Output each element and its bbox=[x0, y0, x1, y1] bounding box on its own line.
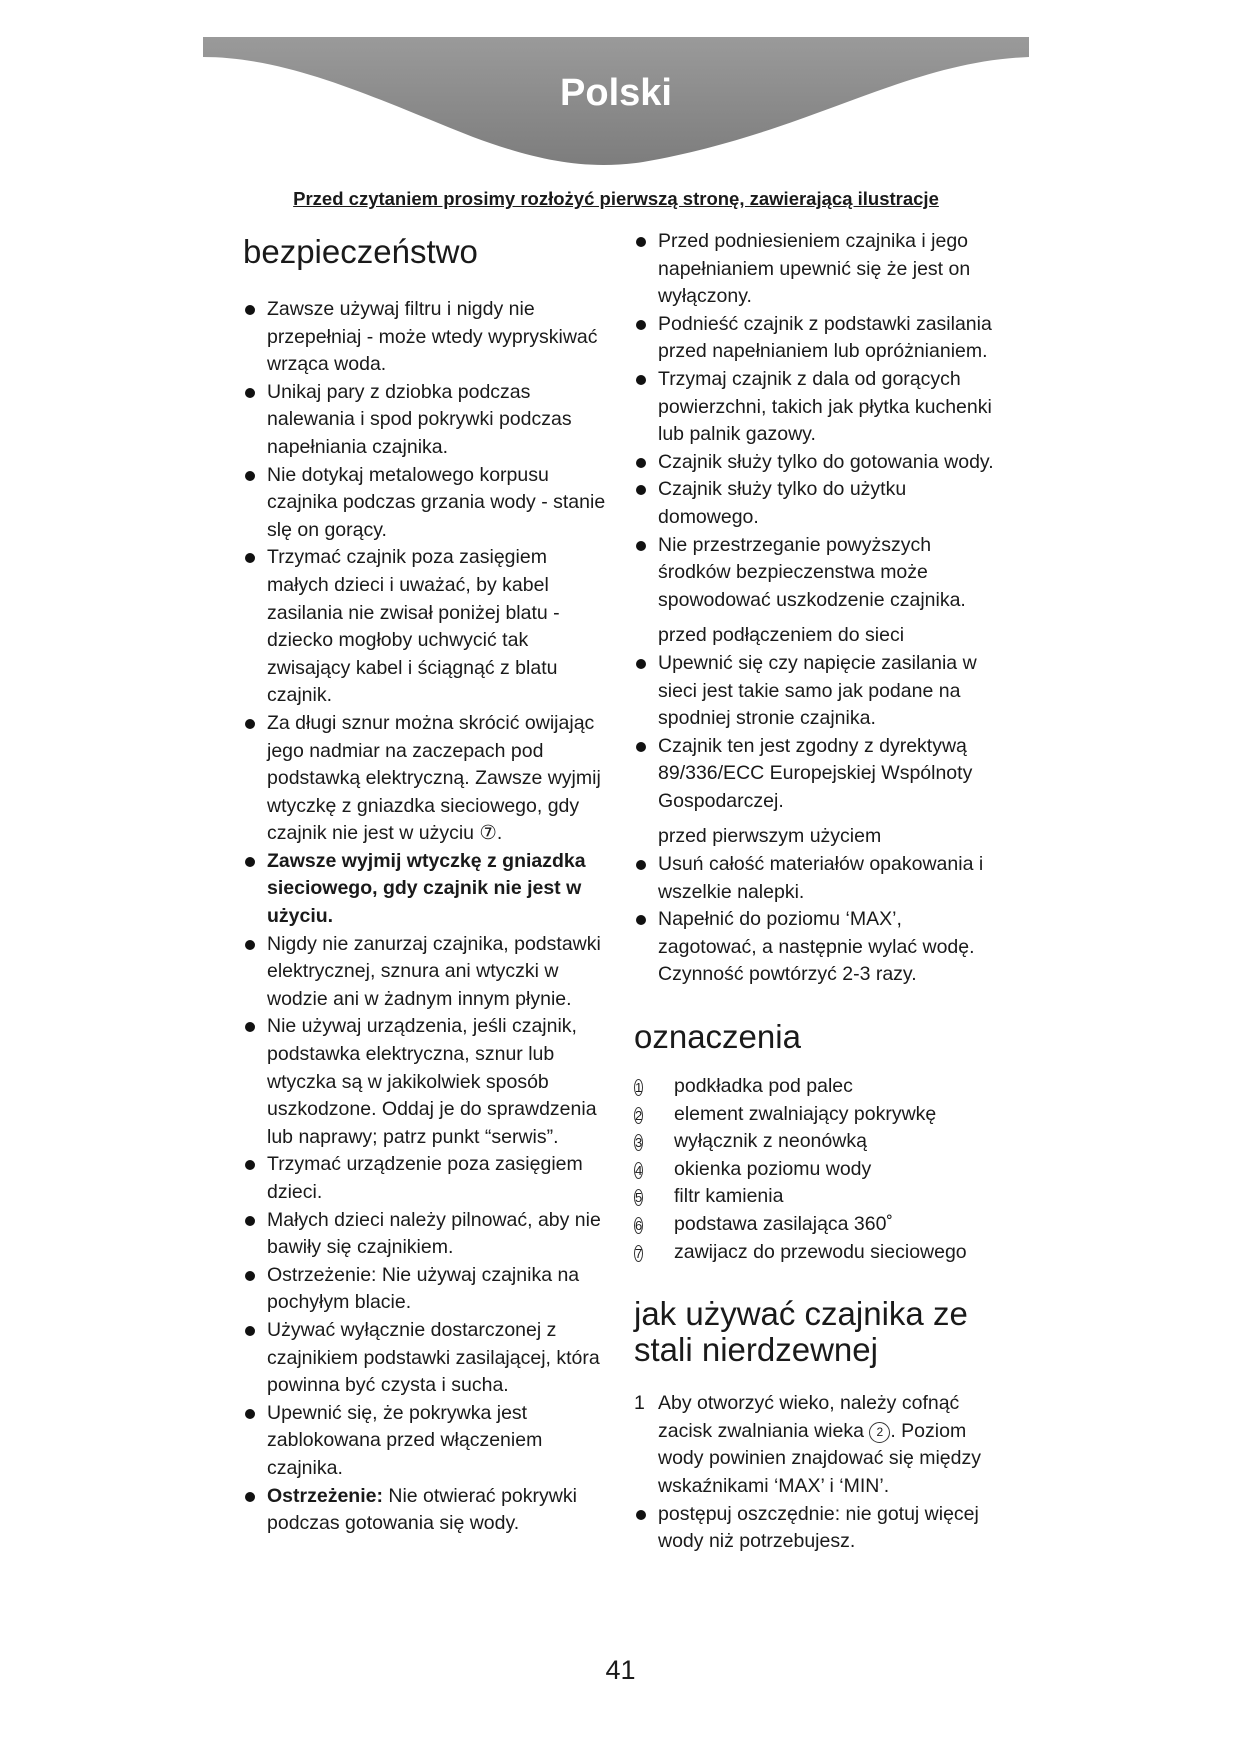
before-first-use-list bbox=[634, 851, 1004, 989]
list-item: Ostrzeżenie: Nie używaj czajnika na pochyłym blacie. bbox=[243, 1262, 613, 1317]
part-item: 7 zawijacz do przewodu sieciowego bbox=[635, 1240, 967, 1263]
list-item: Używać wyłącznie dostarczonej z czajnikiem podstawki zasilającej, która powinna być czysta i sucha. bbox=[243, 1317, 613, 1400]
usage-tips bbox=[634, 1501, 1004, 1556]
list-item: Zawsze wyjmij wtyczkę z gniazdka sieciowego, gdy czajnik nie jest w użyciu. bbox=[243, 848, 613, 931]
left-column bbox=[243, 228, 613, 1538]
number-circle-icon: 2 bbox=[635, 1107, 643, 1123]
list-item: Upewnić się, że pokrywka jest zablokowana przed włączeniem czajnika. bbox=[243, 1400, 613, 1483]
number-circle-icon: 5 bbox=[635, 1190, 643, 1206]
list-item: Napełnić do poziomu ‘MAX’, zagotować, a następnie wylać wodę. Czynność powtórzyć 2-3 razy. bbox=[634, 906, 1004, 989]
part-item: 6 podstawa zasilająca 360˚ bbox=[635, 1213, 893, 1235]
list-item: Trzymaj czajnik z dala od gorących powierzchni, takich jak płytka kuchenki lub palnik gazowy. bbox=[634, 366, 1004, 449]
parts-heading: oznaczenia bbox=[634, 1018, 801, 1056]
number-circle-icon: 3 bbox=[635, 1135, 643, 1151]
part-item: 2 element zwalniający pokrywkę bbox=[635, 1102, 937, 1125]
list-item: postępuj oszczędnie: nie gotuj więcej wody niż potrzebujesz. bbox=[634, 1501, 1004, 1556]
parts-list bbox=[634, 1073, 1004, 1266]
part-item: 5 filtr kamienia bbox=[635, 1185, 784, 1208]
safety-heading: bezpieczeństwo bbox=[243, 233, 478, 270]
number-circle-icon: 1 bbox=[635, 1080, 643, 1096]
usage-heading: jak używać czajnika ze stali nierdzewnej bbox=[634, 1295, 968, 1369]
header-banner bbox=[203, 37, 1029, 167]
part-item: 4 okienka poziomu wody bbox=[635, 1157, 872, 1180]
list-item: Nie przestrzeganie powyższych środków bezpieczenstwa może spowodować uszkodzenie czajnika. bbox=[634, 532, 1004, 615]
list-item: Za długi sznur można skrócić owijając jego nadmiar na zaczepach pod podstawką elektryczną. Zawsze wyjmij wtyczkę z gniazdka sieciowego, gdy czajnik nie jest w użyciu ⑦. bbox=[243, 710, 613, 848]
list-item: Nigdy nie zanurzaj czajnika, podstawki elektrycznej, sznura ani wtyczki w wodzie ani w żadnym innym płynie. bbox=[243, 931, 613, 1014]
list-item: Ostrzeżenie: Nie otwierać pokrywki podczas gotowania się wody. bbox=[243, 1483, 613, 1538]
list-item: Trzymać urządzenie poza zasięgiem dzieci. bbox=[243, 1151, 613, 1206]
safety-list bbox=[243, 296, 613, 1538]
list-item: Czajnik służy tylko do użytku domowego. bbox=[634, 476, 1004, 531]
right-column bbox=[634, 228, 1004, 1556]
before-connecting-heading: przed podłączeniem do sieci bbox=[658, 624, 905, 647]
list-item: Trzymać czajnik poza zasięgiem małych dzieci i uważać, by kabel zasilania nie zwisał poniżej blatu - dziecko mogłoby uchwycić tak zwisający kabel i ściągnąć z blatu czajnik. bbox=[243, 544, 613, 710]
step-item: 1 Aby otworzyć wieko, należy cofnąć zacisk zwalniania wieka 2 . Poziom wody powinien znajdować się między wskaźnikami ‘MAX’ i ‘MIN’. bbox=[634, 1392, 981, 1497]
warning-label: Ostrzeżenie: bbox=[267, 1263, 377, 1286]
warning-label: Ostrzeżenie: bbox=[267, 1484, 383, 1507]
safety-list-continued bbox=[634, 228, 1004, 614]
list-item: Unikaj pary z dziobka podczas nalewania i spod pokrywki podczas napełniania czajnika. bbox=[243, 379, 613, 462]
list-item: Przed podniesieniem czajnika i jego napełnianiem upewnić się że jest on wyłączony. bbox=[634, 228, 1004, 311]
notice-text: Przed czytaniem prosimy rozłożyć pierwszą stronę, zawierającą ilustracje bbox=[293, 188, 939, 209]
list-item: Czajnik ten jest zgodny z dyrektywą 89/336/ECC Europejskiej Wspólnoty Gospodarczej. bbox=[634, 733, 1004, 816]
list-item: Upewnić się czy napięcie zasilania w sieci jest takie samo jak podane na spodniej stronie czajnika. bbox=[634, 650, 1004, 733]
number-circle-icon: 7 bbox=[635, 1245, 643, 1261]
list-item: Nie używaj urządzenia, jeśli czajnik, podstawka elektryczna, sznur lub wtyczka są w jakikolwiek sposób uszkodzone. Oddaj je do sprawdzenia lub naprawy; patrz punkt “serwis”. bbox=[243, 1013, 613, 1151]
part-item: 1 podkładka pod palec bbox=[635, 1075, 853, 1098]
before-connecting-list bbox=[634, 650, 1004, 816]
before-first-use-heading: przed pierwszym użyciem bbox=[658, 825, 882, 848]
number-circle-icon: 4 bbox=[635, 1162, 643, 1178]
list-item: Nie dotykaj metalowego korpusu czajnika podczas grzania wody - stanie slę on gorący. bbox=[243, 462, 613, 545]
list-item: Usuń całość materiałów opakowania i wszelkie nalepki. bbox=[634, 851, 1004, 906]
page-title: Polski bbox=[560, 72, 672, 114]
part-item: 3 wyłącznik z neonówką bbox=[635, 1130, 867, 1153]
list-item: Podnieść czajnik z podstawki zasilania przed napełnianiem lub opróżnianiem. bbox=[634, 311, 1004, 366]
number-circle-icon: 6 bbox=[635, 1218, 643, 1233]
list-item: Małych dzieci należy pilnować, aby nie bawiły się czajnikiem. bbox=[243, 1207, 613, 1262]
usage-steps bbox=[634, 1390, 1004, 1500]
list-item: Zawsze używaj filtru i nigdy nie przepełniaj - może wtedy wypryskiwać wrząca woda. bbox=[243, 296, 613, 379]
page-number: 41 bbox=[605, 1655, 636, 1685]
number-circle-icon: 2 bbox=[869, 1422, 890, 1443]
list-item: Czajnik służy tylko do gotowania wody. bbox=[634, 449, 1004, 477]
